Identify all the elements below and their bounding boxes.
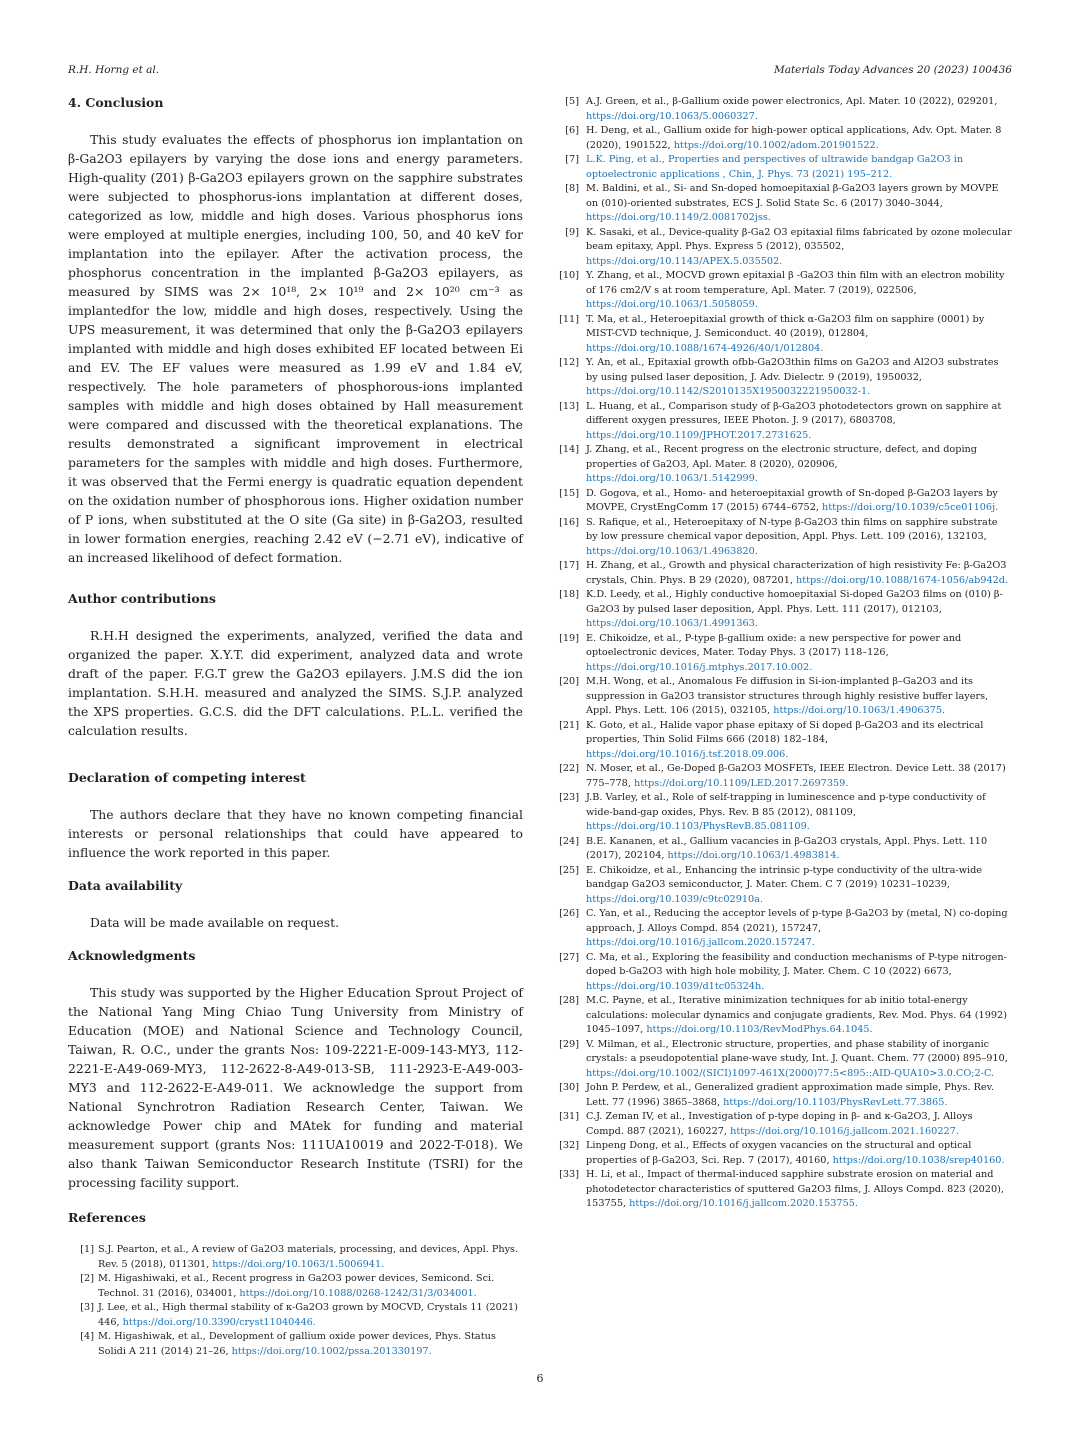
reference-item [557,835,1012,864]
reference-text: T. Ma, et al., Heteroepitaxial growth of thick α-Ga2O3 film on sapphire (0001) by MIST-CVD technique, J. Semiconduct. 40 (2019), 012804, [586,313,985,339]
reference-link[interactable]: https://doi.org/10.1103/RevModPhys.64.1045. [646,1024,873,1035]
header-journal: Materials Today Advances 20 (2023) 100436 [773,64,1012,76]
reference-number: [15] [559,487,579,499]
reference-item [557,487,1012,516]
reference-link[interactable]: https://doi.org/10.1039/c9tc02910a. [586,893,764,905]
reference-link[interactable]: https://doi.org/10.1063/1.5058059. [586,299,758,310]
reference-number: [3] [80,1302,94,1313]
reference-link[interactable]: L.K. Ping, et al., Properties and perspectives of ultrawide bandgap Ga2O3 in optoelectronic applications , Chin, J. Phys. 73 (2021) 195–212. [586,154,964,180]
reference-link[interactable]: https://doi.org/10.1039/c5ce01106j. [822,502,999,513]
reference-text: V. Milman, et al., Electronic structure, properties, and phase stability of inorganic crystals: a pseudopotential plane-wave study, Int. J. Quant. Chem. 77 (2000) 895–910, [586,1038,1008,1064]
reference-text: Y. Zhang, et al., MOCVD grown epitaxial β -Ga2O3 thin film with an electron mobility of 176 cm2/V s at room temperature, Apl. Mater. 7 (2019), 022506, [586,270,1005,296]
reference-text: John P. Perdew, et al., Generalized gradient approximation made simple, Phys. Rev. Lett. 77 (1996) 3865–3868, [586,1082,995,1108]
acknowledgments-text: This study was supported by the Higher Education Sprout Project of the National Yang Ming Chiao Tung University from Ministry of Education (MOE) and National Science and Technology Council, Taiwan, R. O.C., under the grants Nos: 109-2221-E-009-143-MY3, 112-2221-E-A49-069-MY3, 112-2622-8-A49-013-SB, 111-2923-E-A49-003-MY3 and 112-2622-E-A49-011. We acknowledge the support from National Synchrotron Radiation Research Center, Taiwan. We acknowledge Power chip and MAtek for funding and material measurement support (grants Nos: 111UA10019 and 2022-T-018). We also thank Taiwan Semiconductor Research Institute (TSRI) for the processing facility support. [68,985,523,1190]
reference-text: S. Rafique, et al., Heteroepitaxy of N-type β-Ga2O3 thin films on sapphire substrate by low pressure chemical vapor deposition, Appl. Phys. Lett. 109 (2016), 132103, [586,516,998,542]
reference-link[interactable]: https://doi.org/10.1063/5.0060327. [586,110,758,122]
reference-text: Linpeng Dong, et al., Effects of oxygen vacancies on the structural and optical properties of β-Ga2O3, Sci. Rep. 7 (2017), 40160, [586,1140,972,1166]
reference-text: E. Chikoidze, et al., P-type β-gallium oxide: a new perspective for power and optoelectronic devices, Mater. Today Phys. 3 (2017) 118–126, [586,632,962,658]
reference-link[interactable]: https://doi.org/10.3390/cryst11040446. [122,1316,316,1328]
reference-text: H. Deng, et al., Gallium oxide for high-power optical applications, Adv. Opt. Mater. 8 (2020), 1901522, [586,125,1002,151]
reference-link[interactable]: https://doi.org/10.1109/JPHOT.2017.2731625. [586,429,812,441]
reference-link[interactable]: https://doi.org/10.1063/1.4963820. [586,545,758,557]
reference-number: [5] [565,96,579,107]
reference-number: [13] [559,400,579,412]
references-list-left [68,1243,523,1359]
reference-number: [20] [559,676,579,687]
reference-number: [8] [565,183,579,194]
reference-link[interactable]: https://doi.org/10.1088/1674-4926/40/1/012804. [586,342,824,354]
reference-text: C. Yan, et al., Reducing the acceptor levels of p-type β-Ga2O3 by (metal, N) co-doping approach, J. Alloys Compd. 854 (2021), 157247, [586,908,1008,934]
reference-link[interactable]: https://doi.org/10.1016/j.tsf.2018.09.006. [586,748,789,760]
reference-text: C. Ma, et al., Exploring the feasibility and conduction mechanisms of P-type nitrogen-doped b-Ga2O3 with high hole mobility, J. Mater. Chem. C 10 (2022) 6673, [586,951,1007,977]
reference-item [557,1139,1012,1168]
reference-number: [23] [559,792,579,803]
reference-link[interactable]: https://doi.org/10.1063/1.4983814. [667,850,840,861]
reference-text: J.B. Varley, et al., Role of self-trapping in luminescence and p-type conductivity of wide-band-gap oxides, Phys. Rev. B 85 (2012), 081109, [586,792,986,818]
reference-text: E. Chikoidze, et al., Enhancing the intrinsic p-type conductivity of the ultra-wide bandgap Ga2O3 semiconductor, J. Mater. Chem. C 7 (2019) 10231–10239, [586,864,983,890]
reference-item [557,226,1012,270]
conclusion-text: This study evaluates the effects of phosphorus ion implantation on β-Ga2O3 epilayers by varying the dose ions and energy parameters. High-quality (2̅01) β-Ga2O3 epilayers grown on the sapphire substrates were subjected to phosphorus-ions implantation at different doses, categorized as low, middle and high doses. Various phosphorus ions were employed at multiple energies, including 100, 50, and 40 keV for implantation into the epilayer. After the activation process, the phosphorus concentration in the implanted β-Ga2O3 epilayers, as measured by SIMS was 2× 10¹⁸, 2× 10¹⁹ and 2× 10²⁰ cm⁻³ as implantedfor the low, middle and high doses, respectively. Using the UPS measurement, it was determined that only the β-Ga2O3 epilayers implanted with middle and high doses exhibited EF located between Ei and EV. The EF values were measured as 1.99 eV and 1.84 eV, respectively. The hole parameters of phosphorous-ions implanted samples with middle and high doses obtained by Hall measurement were compared and discussed with the theoretical explanations. The results demonstrated a significant improvement in electrical parameters for the samples with middle and high doses. Furthermore, it was observed that the Fermi energy is quadratic equation dependent on the oxidation number of phosphorous ions. Higher oxidation number of P ions, when substituted at the O site (Ga site) in β-Ga2O3, resulted in lower formation energies, reaching 2.42 eV (−2.71 eV), indicative of an increased likelihood of defect formation. [68,132,523,565]
reference-text: K. Goto, et al., Halide vapor phase epitaxy of Si doped β-Ga2O3 and its electrical properties, Thin Solid Films 666 (2018) 182–184, [586,719,984,745]
reference-item [557,124,1012,153]
reference-text: H. Zhang, et al., Growth and physical characterization of high resistivity Fe: β-Ga2O3 crystals, Chin. Phys. B 29 (2020), 087201, [586,560,1007,586]
data-availability-text: Data will be made available on request. [90,915,340,930]
reference-text: K. Sasaki, et al., Device-quality β-Ga2 O3 epitaxial films fabricated by ozone molecular beam epitaxy, Appl. Phys. Express 5 (2012), 035502, [586,226,1012,252]
reference-number: [4] [80,1331,94,1342]
reference-number: [31] [559,1111,579,1122]
reference-item [557,443,1012,487]
reference-number: [30] [559,1082,579,1093]
reference-text: Y. An, et al., Epitaxial growth ofbb-Ga2O3thin films on Ga2O3 and Al2O3 substrates by using pulsed laser deposition, J. Adv. Dielectr. 9 (2019), 1950032, [586,357,999,383]
reference-number: [33] [559,1169,579,1180]
reference-text: D. Gogova, et al., Homo- and heteroepitaxial growth of Sn-doped β-Ga2O3 layers by MOVPE, CrystEngComm 17 (2015) 6744–6752, [586,487,998,513]
reference-text: B.E. Kananen, et al., Gallium vacancies in β-Ga2O3 crystals, Appl. Phys. Lett. 110 (2017), 202104, [586,835,988,861]
reference-link[interactable]: https://doi.org/10.1016/j.jallcom.2021.160227. [730,1125,959,1137]
references-list-right [557,95,1012,1212]
reference-number: [12] [559,357,579,368]
reference-number: [22] [559,763,579,774]
reference-link[interactable]: https://doi.org/10.1109/LED.2017.2697359. [633,777,849,789]
reference-link[interactable]: https://doi.org/10.1063/1.5006941. [212,1258,385,1270]
reference-item [557,1081,1012,1110]
reference-link[interactable]: https://doi.org/10.1103/PhysRevB.85.081109. [586,821,810,832]
reference-link[interactable]: https://doi.org/10.1149/2.0081702jss. [586,212,771,223]
reference-item [557,994,1012,1038]
reference-number: [32] [559,1140,579,1151]
reference-link[interactable]: https://doi.org/10.1002/(SICI)1097-461X(2000)77:5<895::AID-QUA10>3.0.CO;2-C. [586,1067,995,1079]
reference-item [557,269,1012,313]
reference-link[interactable]: https://doi.org/10.1038/srep40160. [832,1154,1005,1166]
reference-item [557,400,1012,444]
reference-item [557,313,1012,357]
reference-number: [9] [565,226,579,238]
reference-item [68,1330,523,1359]
reference-text: M. Higashiwaki, et al., Recent progress in Ga2O3 power devices, Semicond. Sci. Technol. 31 (2016), 034001, [98,1273,495,1299]
reference-number: [26] [559,908,579,919]
reference-number: [25] [559,864,579,876]
acknowledgments-heading: Acknowledgments [68,948,196,963]
reference-item [557,95,1012,124]
reference-link[interactable]: https://doi.org/10.1063/1.4906375. [773,705,946,716]
reference-number: [18] [559,589,579,600]
reference-item [557,516,1012,560]
reference-link[interactable]: https://doi.org/10.1103/PhysRevLett.77.3865. [723,1096,948,1108]
reference-link[interactable]: https://doi.org/10.1016/j.jallcom.2020.153755. [629,1198,858,1209]
reference-item [557,559,1012,588]
reference-link[interactable]: https://doi.org/10.1142/S2010135X1950032221950032-1. [586,386,871,397]
reference-number: [28] [559,995,579,1006]
reference-text: L. Huang, et al., Comparison study of β-Ga2O3 photodetectors grown on sapphire at different oxygen pressures, IEEE Photon. J. 9 (2017), 6803708, [586,400,1002,426]
reference-item [557,153,1012,182]
reference-link[interactable]: https://doi.org/10.1039/d1tc05324h. [586,980,765,992]
page-number: 6 [536,1372,544,1385]
reference-item [557,864,1012,908]
reference-number: [7] [565,154,579,165]
data-availability-heading: Data availability [68,878,183,893]
reference-link[interactable]: https://doi.org/10.1002/pssa.201330197. [231,1345,432,1357]
reference-number: [24] [559,835,579,847]
reference-number: [1] [80,1244,94,1255]
reference-item [557,588,1012,632]
reference-item [557,907,1012,951]
reference-number: [11] [559,313,579,325]
reference-text: M. Baldini, et al., Si- and Sn-doped homoepitaxial β-Ga2O3 layers grown by MOVPE on (010)-oriented substrates, ECS J. Solid State Sc. 6 (2017) 3040–3044, [586,183,999,209]
references-heading: References [68,1210,146,1225]
header-authors: R.H. Horng et al. [68,64,160,76]
reference-number: [17] [559,560,579,571]
reference-link[interactable]: https://doi.org/10.1088/1674-1056/ab942d. [796,574,1009,586]
reference-item [557,719,1012,763]
reference-item [68,1301,523,1330]
right-column [557,95,1012,1212]
reference-item [557,675,1012,719]
reference-number: [2] [80,1273,94,1284]
reference-link[interactable]: https://doi.org/10.1016/j.mtphys.2017.10.002. [586,661,813,673]
reference-text: J. Lee, et al., High thermal stability of κ-Ga2O3 grown by MOCVD, Crystals 11 (2021) 446, [98,1302,518,1328]
reference-number: [19] [559,632,579,644]
left-column [68,95,523,1359]
reference-number: [21] [559,719,579,731]
reference-text: K.D. Leedy, et al., Highly conductive homoepitaxial Si-doped Ga2O3 films on (010) β-Ga2O3 by pulsed laser deposition, Appl. Phys. Lett. 111 (2017), 012103, [586,589,1003,615]
conclusion-heading: 4. Conclusion [68,95,164,110]
reference-text: N. Moser, et al., Ge-Doped β-Ga2O3 MOSFETs, IEEE Electron. Device Lett. 38 (2017) 775–778, [586,763,1006,789]
reference-number: [27] [559,951,579,963]
reference-link[interactable]: https://doi.org/10.1063/1.5142999. [586,473,758,484]
running-header [68,64,1012,80]
reference-item [557,356,1012,400]
reference-number: [14] [559,444,579,455]
author-contributions-heading: Author contributions [68,591,216,606]
reference-link[interactable]: https://doi.org/10.1002/adom.201901522. [673,139,879,151]
reference-item [68,1272,523,1301]
reference-item [557,762,1012,791]
competing-interest-heading: Declaration of competing interest [68,770,306,785]
reference-text: C.J. Zeman IV, et al., Investigation of p-type doping in β- and κ-Ga2O3, J. Alloys Compd. 887 (2021), 160227, [586,1111,973,1137]
reference-text: M. Higashiwak, et al., Development of gallium oxide power devices, Phys. Status Solidi A 211 (2014) 21–26, [98,1331,496,1357]
reference-link[interactable]: https://doi.org/10.1143/APEX.5.035502. [586,255,783,267]
reference-link[interactable]: https://doi.org/10.1088/0268-1242/31/3/034001. [239,1287,477,1299]
reference-text: A.J. Green, et al., β-Gallium oxide power electronics, Apl. Mater. 10 (2022), 029201, [586,96,998,107]
reference-item [68,1243,523,1272]
author-contributions-text: R.H.H designed the experiments, analyzed, verified the data and organized the paper. X.Y.T. did experiment, analyzed data and wrote draft of the paper. F.G.T grew the Ga2O3 epilayers. J.M.S did the ion implantation. S.H.H. measured and analyzed the SIMS. S.J.P. analyzed the XPS properties. G.C.S. did the DFT calculations. P.L.L. verified the calculation results. [68,628,523,738]
reference-number: [10] [559,270,579,281]
reference-text: H. Li, et al., Impact of thermal-induced sapphire substrate erosion on material and photodetector characteristics of sputtered Ga2O3 films, J. Alloys Compd. 823 (2020), 153755, [586,1169,1004,1209]
reference-item [557,1038,1012,1082]
reference-text: M.H. Wong, et al., Anomalous Fe diffusion in Si-ion-implanted β–Ga2O3 and its suppression in Ga2O3 transistor structures through highly resistive buffer layers, Appl. Phys. Lett. 106 (2015), 032105, [586,676,989,716]
reference-text: J. Zhang, et al., Recent progress on the electronic structure, defect, and doping properties of Ga2O3, Apl. Mater. 8 (2020), 020906, [586,444,977,470]
reference-link[interactable]: https://doi.org/10.1016/j.jallcom.2020.157247. [586,937,815,948]
reference-item [557,182,1012,226]
competing-interest-text: The authors declare that they have no known competing financial interests or personal relationships that could have appeared to influence the work reported in this paper. [68,807,523,860]
reference-text: S.J. Pearton, et al., A review of Ga2O3 materials, processing, and devices, Appl. Phys. Rev. 5 (2018), 011301, [98,1244,519,1270]
reference-item [557,1110,1012,1139]
reference-item [557,632,1012,676]
reference-number: [6] [565,125,579,136]
reference-number: [16] [559,516,579,528]
reference-text: M.C. Payne, et al., Iterative minimization techniques for ab initio total-energy calculations: molecular dynamics and conjugate gradients, Rev. Mod. Phys. 64 (1992) 1045–1097, [586,995,1007,1035]
reference-item [557,951,1012,995]
reference-link[interactable]: https://doi.org/10.1063/1.4991363. [586,618,758,629]
reference-number: [29] [559,1038,579,1050]
reference-item [557,791,1012,835]
reference-item [557,1168,1012,1212]
